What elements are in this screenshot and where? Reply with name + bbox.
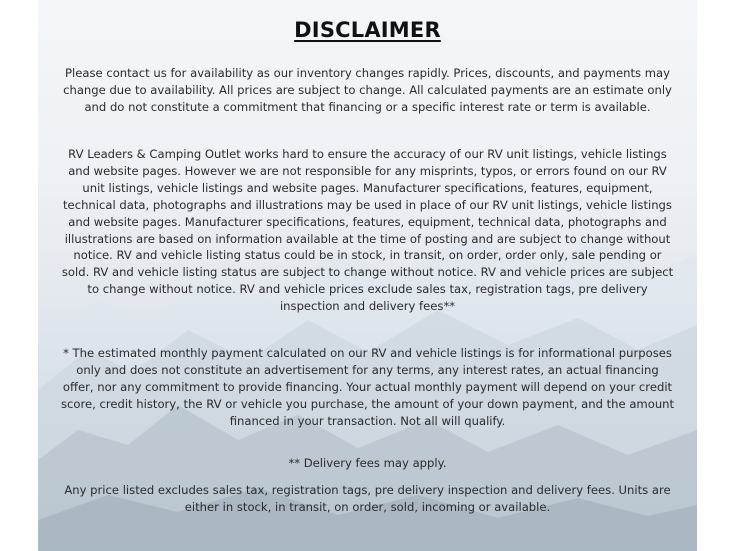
- disclaimer-panel: [38, 0, 697, 551]
- availability-paragraph: Please contact us for availability as our inventory changes rapidly. Prices, discounts, and payments may change due to availability. All prices are subject to change. All calculated payments are an estimate only and do not constitute a commitment that financing or a specific interest rate or term is available.: [63, 66, 672, 114]
- accuracy-paragraph: RV Leaders & Camping Outlet works hard to ensure the accuracy of our RV unit listings, vehicle listings and website pages. However we are not responsible for any misprints, typos, or errors found on our RV unit listings, vehicle listings and website pages. Manufacturer specifications, features, equipment, technical data, photographs and illustrations may be used in place of our RV unit listings, vehicle listings and website pages. Manufacturer specifications, features, equipment, technical data, photographs and illustrations are based on information available at the time of posting and are subject to change without notice. RV and vehicle listing status could be in stock, in transit, on order, order only, sale pending or sold. RV and vehicle listing status are subject to change without notice. RV and vehicle prices are subject to change without notice. RV and vehicle prices exclude sales tax, registration tags, pre delivery inspection and delivery fees**: [61, 147, 674, 314]
- disclaimer-title: [38, 16, 697, 44]
- price-paragraph: Any price listed excludes sales tax, registration tags, pre delivery inspection and delivery fees. Units are either in stock, in transit, on order, sold, incoming or available.: [64, 483, 671, 514]
- monthly-payment-paragraph: * The estimated monthly payment calculated on our RV and vehicle listings is for informational purposes only and does not constitute an advertisement for any terms, any interest rates, an actual financing offer, nor any commitment to provide financing. Your actual monthly payment will depend on your credit score, credit history, the RV or vehicle you purchase, the amount of your down payment, and the amount financed in your transaction. Not all will qualify.: [60, 346, 675, 428]
- delivery-fees-paragraph: ** Delivery fees may apply.: [288, 456, 447, 470]
- disclaimer-title-text: DISCLAIMER: [294, 18, 441, 42]
- disclaimer-content: [38, 0, 697, 551]
